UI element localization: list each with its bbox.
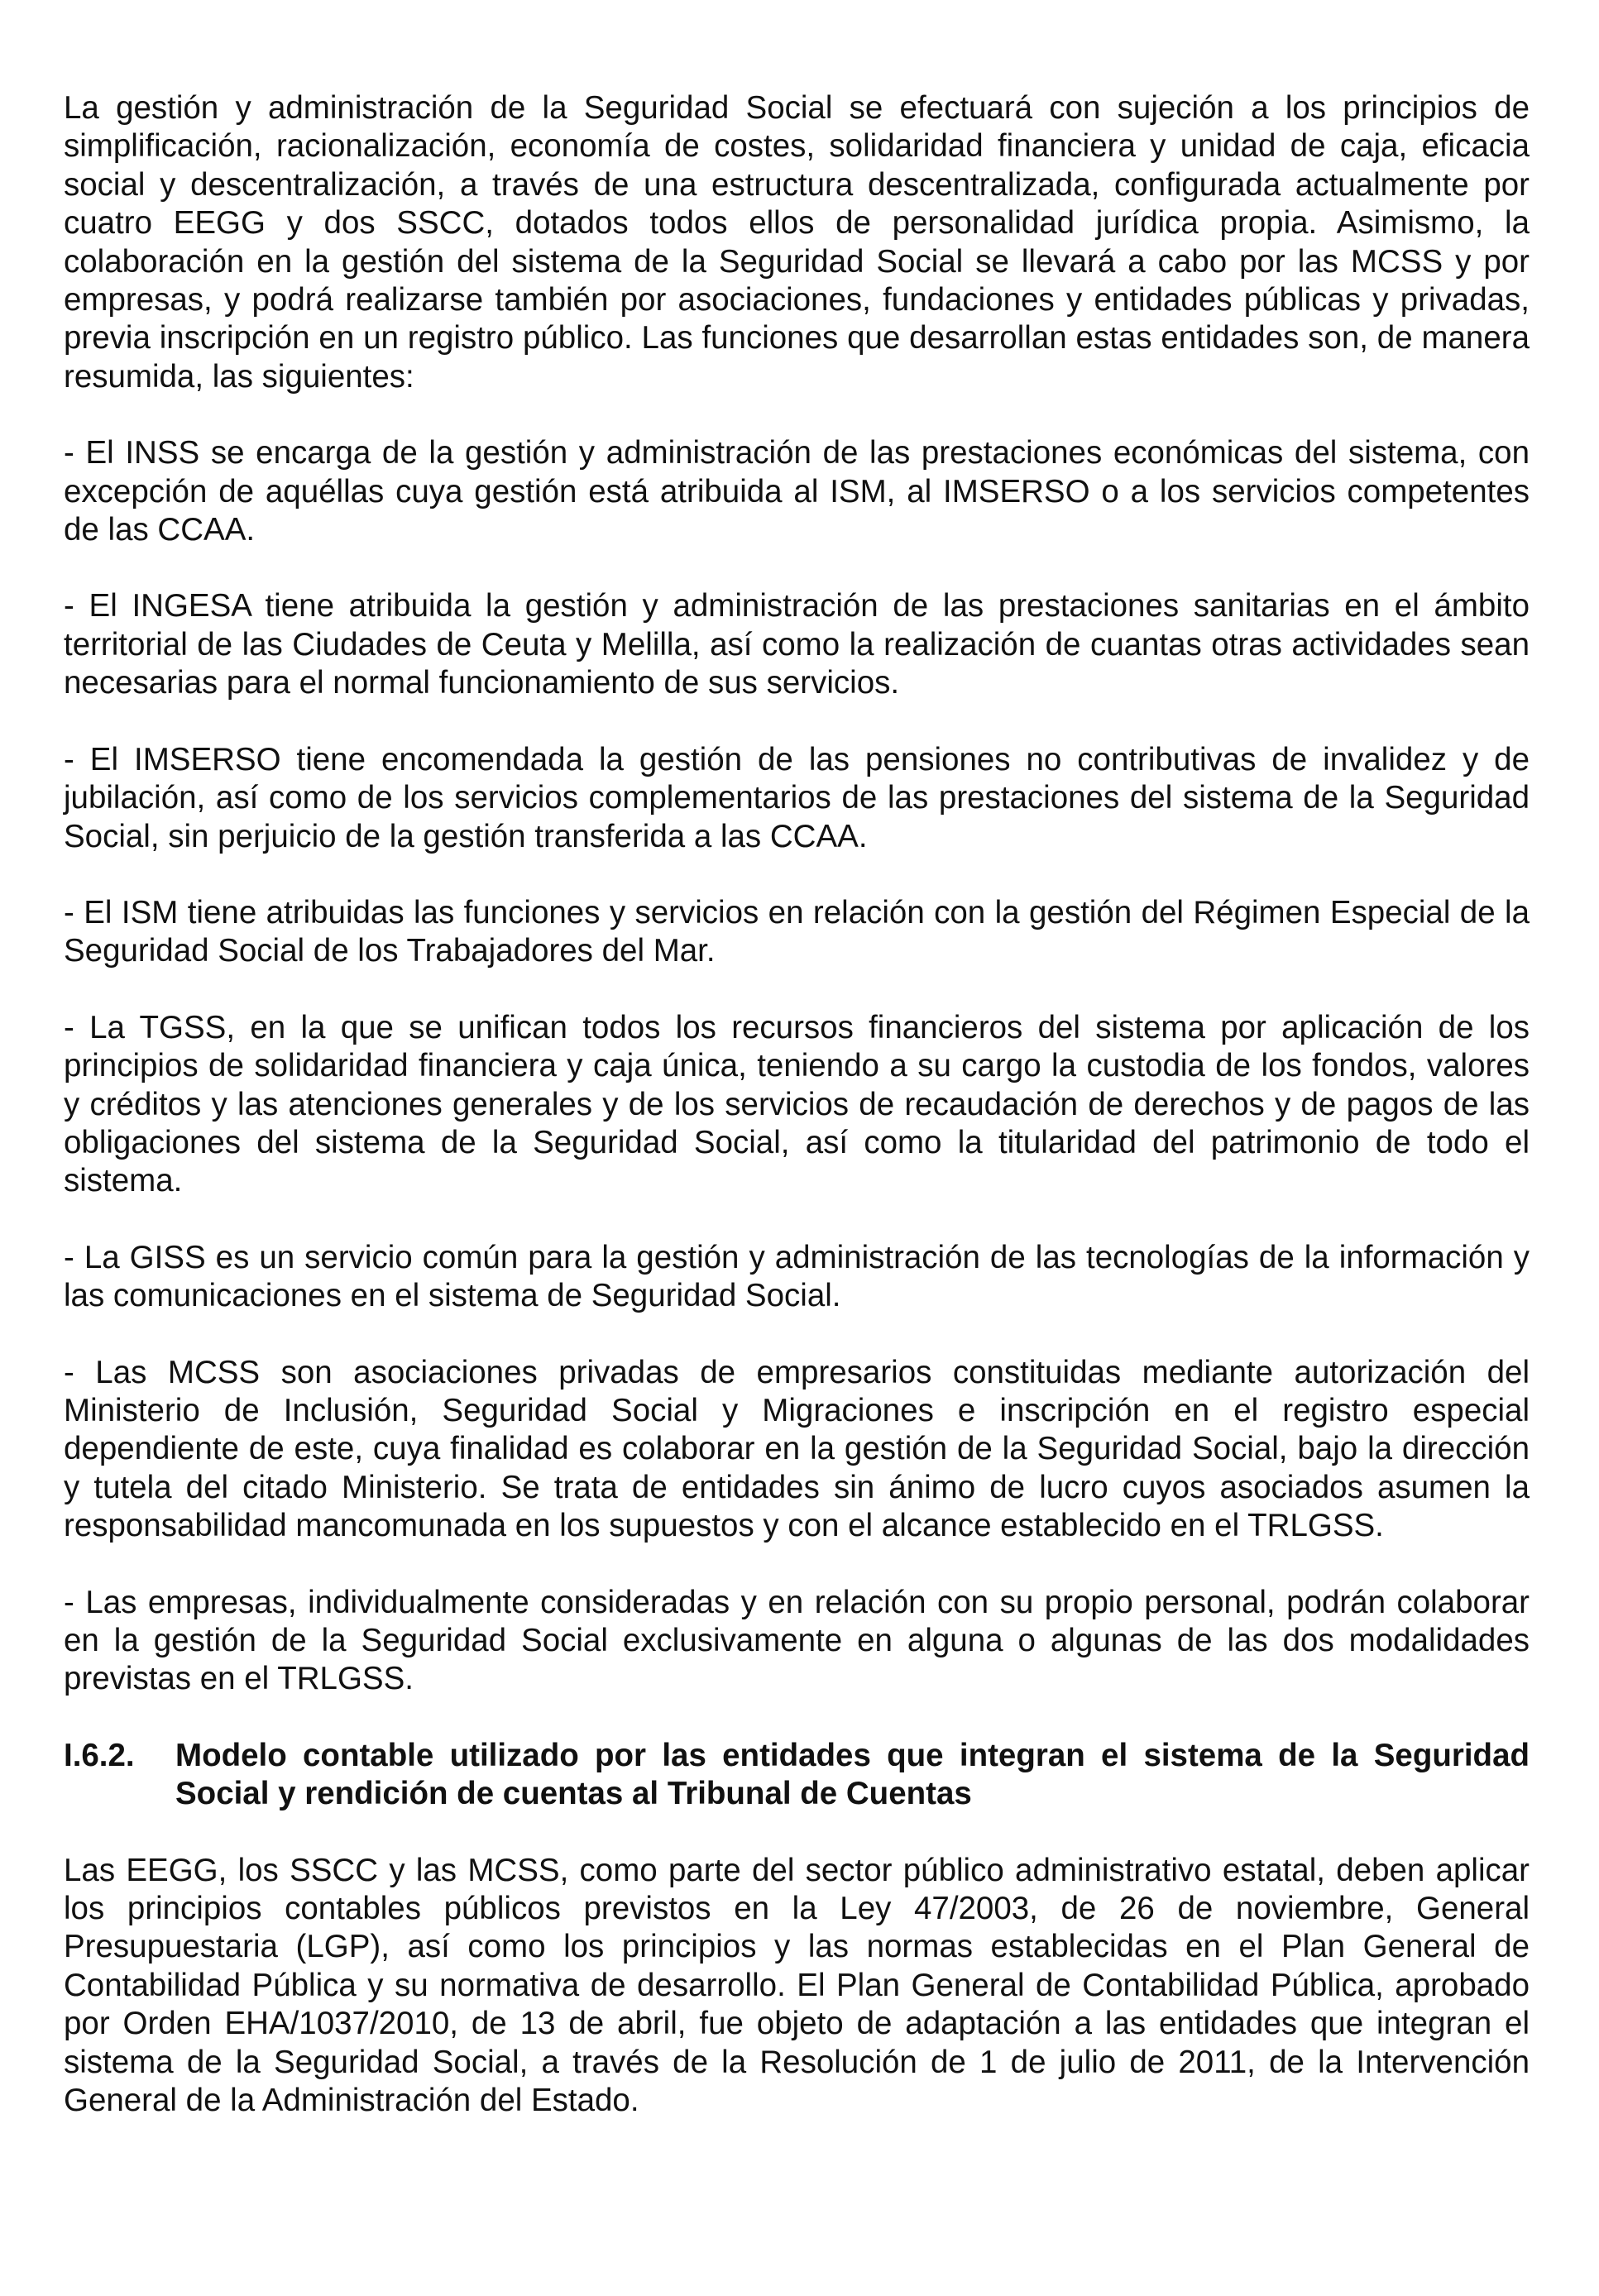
list-item-empresas: - Las empresas, individualmente consideradas y en relación con su propio personal, podrán colaborar en la gestión de la Seguridad Social exclusivamente en alguna o algunas de las dos modalidades previstas en el TRLGSS. (64, 1584, 1530, 1697)
intro-paragraph: La gestión y administración de la Seguridad Social se efectuará con sujeción a los principios de simplificación, racionalización, economía de costes, solidaridad financiera y unidad de caja, eficacia social y descentralización, a través de una estructura descentralizada, configurada actualmente por cuatro EEGG y dos SSCC, dotados todos ellos de personalidad jurídica propia. Asimismo, la colaboración en la gestión del sistema de la Seguridad Social se llevará a cabo por las MCSS y por empresas, y podrá realizarse también por asociaciones, fundaciones y entidades públicas y privadas, previa inscripción en un registro público. Las funciones que desarrollan estas entidades son, de manera resumida, las siguientes: (64, 90, 1530, 395)
section-title: Modelo contable utilizado por las entidades que integran el sistema de la Seguridad Social y rendición de cuentas al Tribunal de Cuentas (175, 1737, 1530, 1812)
list-item-tgss: - La TGSS, en la que se unifican todos los recursos financieros del sistema por aplicación de los principios de solidaridad financiera y caja única, teniendo a su cargo la custodia de los fondos, valores y créditos y las atenciones generales y de los servicios de recaudación de derechos y de pagos de las obligaciones del sistema de la Seguridad Social, así como la titularidad del patrimonio de todo el sistema. (64, 1009, 1530, 1199)
list-item-ism: - El ISM tiene atribuidas las funciones y servicios en relación con la gestión del Régimen Especial de la Seguridad Social de los Trabajadores del Mar. (64, 894, 1530, 969)
section-number: I.6.2. (64, 1737, 135, 1773)
list-item-giss: - La GISS es un servicio común para la gestión y administración de las tecnologías de la información y las comunicaciones en el sistema de Seguridad Social. (64, 1239, 1530, 1314)
list-item-mcss: - Las MCSS son asociaciones privadas de empresarios constituidas mediante autorización del Ministerio de Inclusión, Seguridad Social y Migraciones e inscripción en el registro especial dependiente de este, cuya finalidad es colaborar en la gestión de la Seguridad Social, bajo la dirección y tutela del citado Ministerio. Se trata de entidades sin ánimo de lucro cuyos asociados asumen la responsabilidad mancomunada en los supuestos y con el alcance establecido en el TRLGSS. (64, 1354, 1530, 1544)
section-heading (64, 1737, 1530, 1814)
list-item-ingesa: - El INGESA tiene atribuida la gestión y administración de las prestaciones sanitarias en el ámbito territorial de las Ciudades de Ceuta y Melilla, así como la realización de cuantas otras actividades sean necesarias para el normal funcionamiento de sus servicios. (64, 588, 1530, 701)
document-page (64, 89, 1530, 2158)
list-item-inss: - El INSS se encarga de la gestión y administración de las prestaciones económicas del sistema, con excepción de aquéllas cuya gestión está atribuida al ISM, al IMSERSO o a los servicios competentes de las CCAA. (64, 435, 1530, 548)
closing-paragraph: Las EEGG, los SSCC y las MCSS, como parte del sector público administrativo estatal, deben aplicar los principios contables públicos previstos en la Ley 47/2003, de 26 de noviembre, General Presupuestaria (LGP), así como los principios y las normas establecidas en el Plan General de Contabilidad Pública y su normativa de desarrollo. El Plan General de Contabilidad Pública, aprobado por Orden EHA/1037/2010, de 13 de abril, fue objeto de adaptación a las entidades que integran el sistema de la Seguridad Social, a través de la Resolución de 1 de julio de 2011, de la Intervención General de la Administración del Estado. (64, 1852, 1530, 2119)
list-item-imserso: - El IMSERSO tiene encomendada la gestión de las pensiones no contributivas de invalidez y de jubilación, así como de los servicios complementarios de las prestaciones del sistema de la Seguridad Social, sin perjuicio de la gestión transferida a las CCAA. (64, 741, 1530, 854)
